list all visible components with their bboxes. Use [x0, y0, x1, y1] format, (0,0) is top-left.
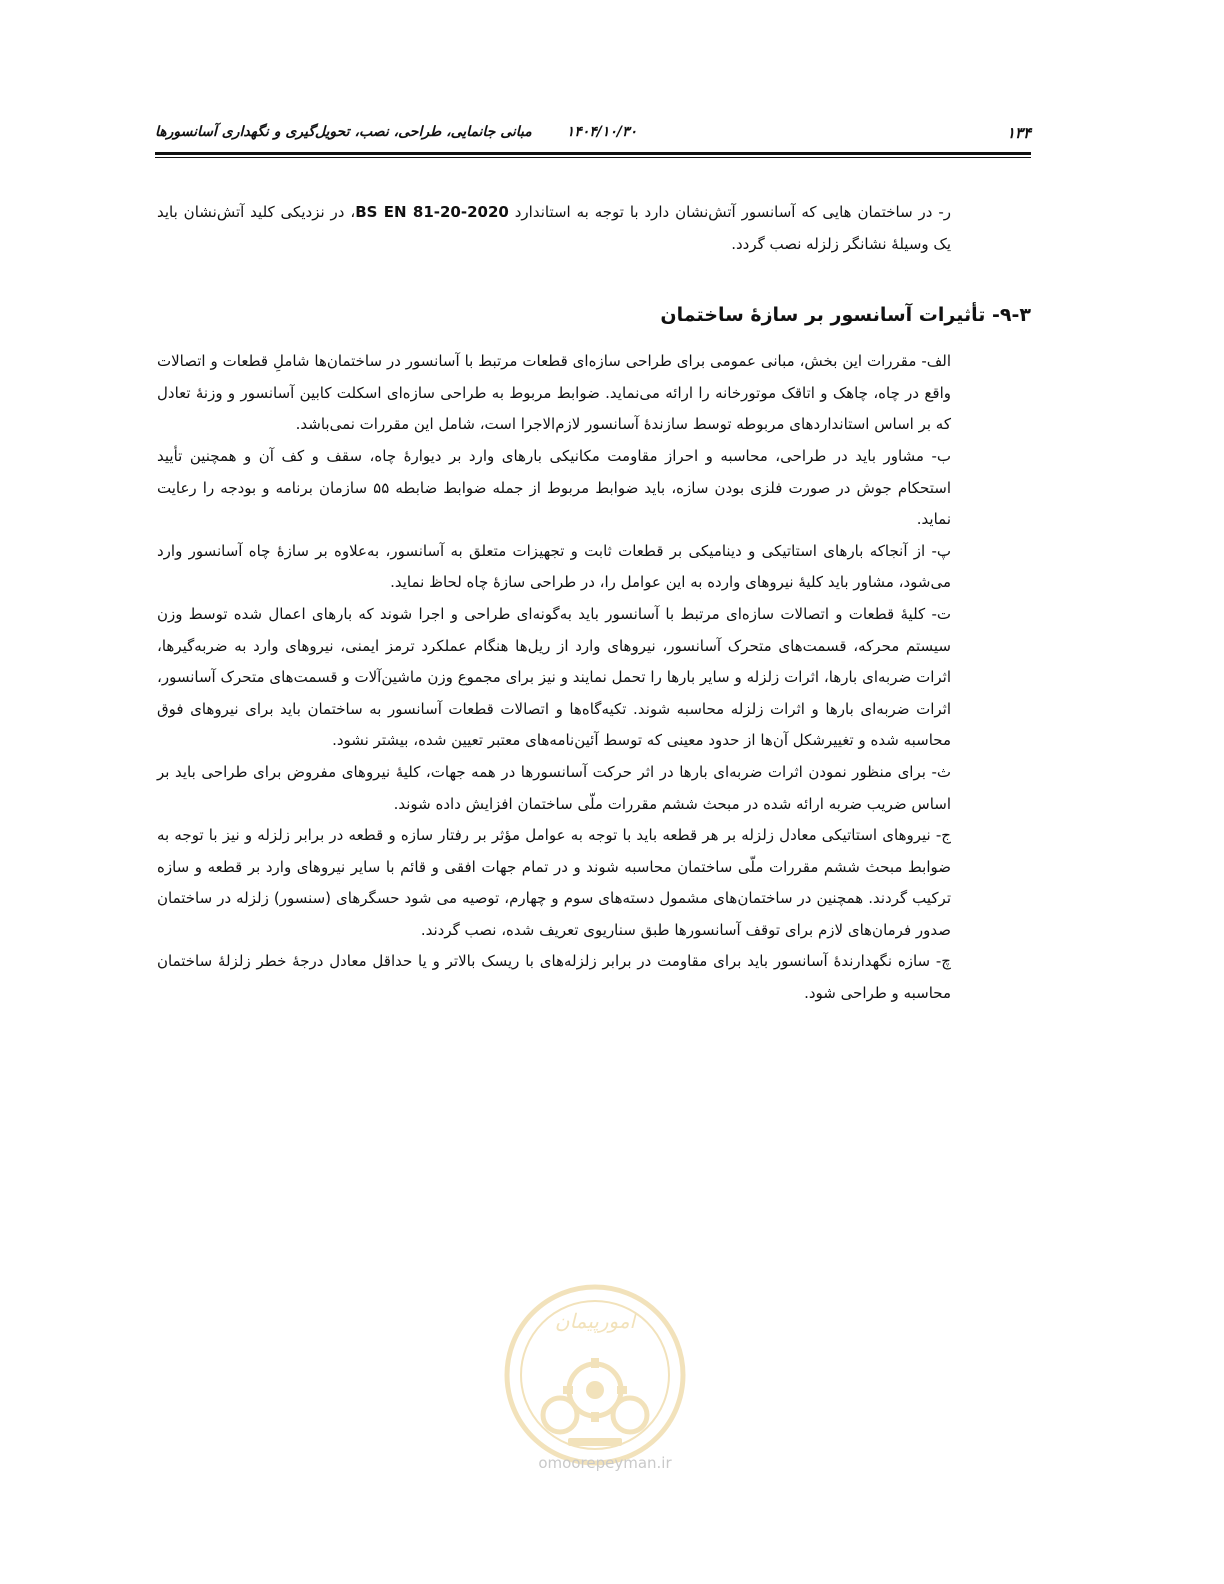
watermark-logo-text: امورپیمان — [554, 1309, 636, 1333]
page-body — [157, 197, 1031, 1010]
running-title — [155, 124, 637, 140]
header-rule-thick — [155, 152, 1031, 155]
intro-text-start: ر- در ساختمان هایی که آسانسور آتش‌نشان دارد با توجه به استاندارد — [514, 203, 951, 221]
paragraph-be: ب- مشاور باید در طراحی، محاسبه و احراز مقاومت مکانیکی بارهای وارد بر دیوارهٔ چاه، سقف و کف آن و همچنین تأیید استحکام جوش در صورت فلزی بودن سازه، باید ضوابط مربوط از جمله ضوابط ضابطه ۵۵ سازمان برنامه و بودجه را رعایت نماید. — [157, 446, 951, 529]
section-number: ۹-۳- — [992, 304, 1031, 327]
page-header — [155, 118, 1031, 152]
standard-code: BS EN 81-20-2020 — [355, 203, 509, 221]
paragraph-te: ت- کلیهٔ قطعات و اتصالات سازه‌ای مرتبط با آسانسور باید به‌گونه‌ای طراحی و اجرا شوند که بارهای اعمال شده توسط وزن سیستم محرکه، قسمت‌های متحرک آسانسور، نیروهای وارد از ریل‌ها هنگام عملکرد ترمز ایمنی، نیروهای وارد به ضربه‌گیرها، اثرات ضربه‌ای بارها، اثرات زلزله و سایر بارها را تحمل نمایند و نیز برای مجموع وزن ماشین‌آلات و قسمت‌های متحرک آسانسور، اثرات ضربه‌ای بارها و اثرات زلزله محاسبه شوند. تکیه‌گاه‌ها و اتصالات قطعات آسانسور به ساختمان باید برای نیروهای فوق محاسبه شده و تغییرشکل آن‌ها از حدود معینی که توسط آئین‌نامه‌های معتبر تعیین شده، بیشتر نشود. — [157, 604, 951, 750]
section-title: تأثیرات آسانسور بر سازهٔ ساختمان — [660, 304, 986, 327]
intro-paragraph — [157, 197, 951, 260]
paragraph-che: چ- سازه نگهدارندهٔ آسانسور باید برای مقاومت در برابر زلزله‌های با ریسک بالاتر و یا حداقل معادل درجهٔ خطر زلزلهٔ ساختمان محاسبه و طراحی شود. — [157, 952, 951, 1003]
page-number: ۱۳۴ — [1006, 124, 1031, 142]
intro-text-end: ، در نزدیکی کلید آتش‌نشان باید یک وسیلهٔ نشانگر زلزله نصب گردد. — [157, 203, 951, 253]
header-rule-thin — [155, 157, 1031, 158]
watermark-logo — [500, 1280, 690, 1470]
book-title: مبانی جانمایی، طراحی، نصب، تحویل‌گیری و نگهداری آسانسورها — [155, 124, 532, 140]
paragraph-pe: پ- از آنجاکه بارهای استاتیکی و دینامیکی بر قطعات ثابت و تجهیزات متعلق به آسانسور، به‌علاوه بر سازهٔ چاه آسانسور وارد می‌شود، مشاور باید کلیهٔ نیروهای وارده به این عوامل را، در طراحی سازهٔ چاه لحاظ نماید. — [157, 541, 951, 592]
paragraph-alef: الف- مقررات این بخش، مبانی عمومی برای طراحی سازه‌ای قطعات مرتبط با آسانسور در ساختمان‌ها شاملِ قطعات و اتصالات واقع در چاه، چاهک و اتاقک موتورخانه را ارائه می‌نماید. ضوابط مربوط به طراحی سازه‌ای اسکلت کابین آسانسور و وزنهٔ تعادل که بر اساس استانداردهای مربوطه توسط سازندهٔ آسانسور لازم‌الاجرا است، شامل این مقررات نمی‌باشد. — [157, 352, 951, 434]
section-heading — [157, 300, 1031, 330]
watermark-site: omoorepeyman.ir — [538, 1454, 672, 1472]
paragraph-jim: ج- نیروهای استاتیکی معادل زلزله بر هر قطعه باید با توجه به عوامل مؤثر بر رفتار سازه و قطعه در برابر زلزله و نیز با توجه به ضوابط مبحث ششم مقررات ملّی ساختمان محاسبه شوند و در تمام جهات افقی و قائم با سایر نیروهای وارد بر قطعه و سازه ترکیب گردند. همچنین در ساختمان‌های مشمول دسته‌های سوم و چهارم، توصیه می شود حسگرهای (سنسور) زلزله در ساختمان صدور فرمان‌های لازم برای توقف آسانسورها طبق سناریوی تعریف شده، نصب گردند. — [157, 826, 951, 939]
header-date: ۱۴۰۴/۱۰/۳۰ — [566, 124, 638, 140]
paragraph-se: ث- برای منظور نمودن اثرات ضربه‌ای بارها در اثر حرکت آسانسورها در همه جهات، کلیهٔ نیروهای مفروض برای طراحی باید بر اساس ضریب ضربه ارائه شده در مبحث ششم مقررات ملّی ساختمان افزایش داده شوند. — [157, 762, 951, 813]
